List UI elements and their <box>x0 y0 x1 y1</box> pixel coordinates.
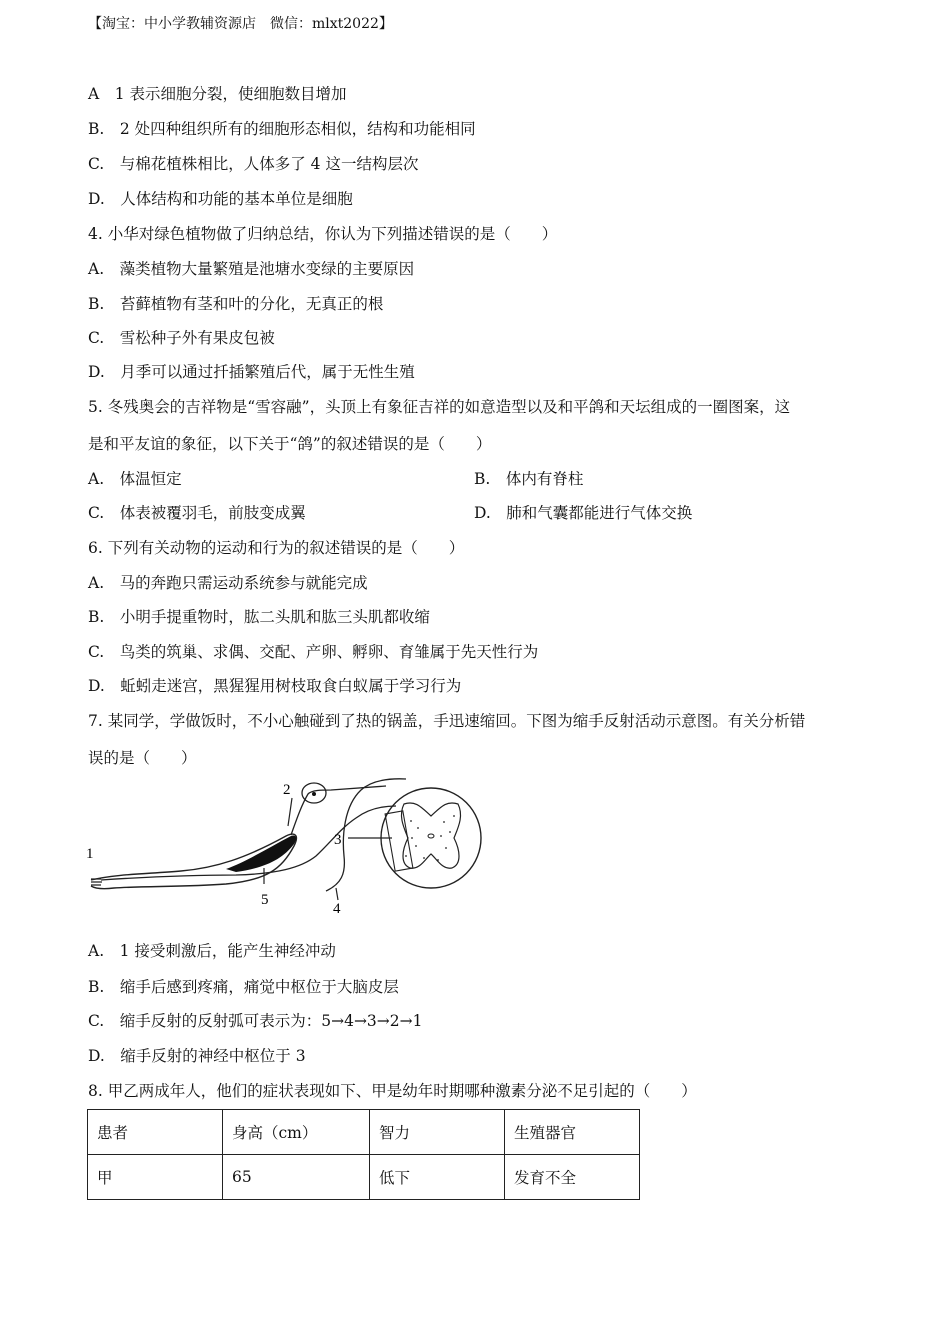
table-header-row <box>88 1110 640 1155</box>
label-2-leader <box>288 798 292 826</box>
table-cell: 低下 <box>370 1155 505 1200</box>
interneuron-box <box>385 811 413 871</box>
label-1: 1 <box>86 846 94 862</box>
q5-option-c: C. 体表被覆羽毛，前肢变成翼 <box>88 504 306 522</box>
q3-option-c: C. 与棉花植株相比，人体多了 4 这一结构层次 <box>88 155 419 173</box>
q5-option-b: B. 体内有脊柱 <box>474 470 584 488</box>
q5-option-a: A. 体温恒定 <box>88 470 182 488</box>
reflex-arc-diagram <box>86 776 486 916</box>
q3-option-a: A 1 表示细胞分裂，使细胞数目增加 <box>88 85 347 103</box>
q6-option-b: B. 小明手提重物时，肱二头肌和肱三头肌都收缩 <box>88 608 430 626</box>
q7-option-a: A. 1 接受刺激后，能产生神经冲动 <box>88 942 336 960</box>
symptom-table <box>87 1109 640 1200</box>
q4-option-d: D. 月季可以通过扦插繁殖后代，属于无性生殖 <box>88 363 415 381</box>
q6-option-d: D. 蚯蚓走迷宫，黑猩猩用树枝取食白蚁属于学习行为 <box>88 677 462 695</box>
table-cell: 65 <box>223 1155 370 1200</box>
q5-stem-line2: 是和平友谊的象征，以下关于“鸽”的叙述错误的是（ ） <box>88 435 492 453</box>
q7-option-d: D. 缩手反射的神经中枢位于 3 <box>88 1047 306 1065</box>
q4-option-b: B. 苔藓植物有茎和叶的分化，无真正的根 <box>88 295 384 313</box>
q7-option-b: B. 缩手后感到疼痛，痛觉中枢位于大脑皮层 <box>88 978 399 996</box>
q3-option-b: B. 2 处四种组织所有的细胞形态相似，结构和功能相同 <box>88 120 476 138</box>
q8-stem: 8. 甲乙两成年人，他们的症状表现如下、甲是幼年时期哪种激素分泌不足引起的（ ） <box>88 1082 697 1100</box>
table-header-cell: 患者 <box>88 1110 223 1155</box>
q7-option-c: C. 缩手反射的反射弧可表示为：5→4→3→2→1 <box>88 1012 423 1030</box>
page-header: 【淘宝：中小学教辅资源店 微信：mlxt2022】 <box>88 16 393 32</box>
biceps-muscle <box>226 835 296 872</box>
table-header-cell: 身高（cm） <box>223 1110 370 1155</box>
label-5: 5 <box>261 892 269 908</box>
table-header-cell: 智力 <box>370 1110 505 1155</box>
q6-stem: 6. 下列有关动物的运动和行为的叙述错误的是（ ） <box>88 539 465 557</box>
ganglion-cell <box>312 792 316 796</box>
q7-stem-line2: 误的是（ ） <box>88 749 197 767</box>
table-header-cell: 生殖器官 <box>505 1110 640 1155</box>
efferent-nerve <box>291 786 386 835</box>
q5-stem-line1: 5. 冬残奥会的吉祥物是“雪容融”，头顶上有象征吉祥的如意造型以及和平鸽和天坛组成的一圈图案，这 <box>88 398 791 416</box>
q6-option-a: A. 马的奔跑只需运动系统参与就能完成 <box>88 574 368 592</box>
label-4: 4 <box>333 901 341 916</box>
q4-option-c: C. 雪松种子外有果皮包被 <box>88 329 275 347</box>
q6-option-c: C. 鸟类的筑巢、求偶、交配、产卵、孵卵、育雏属于先天性行为 <box>88 643 539 661</box>
table-row <box>88 1155 640 1200</box>
table-cell: 甲 <box>88 1155 223 1200</box>
gray-matter <box>401 803 460 868</box>
label-4-leader <box>336 888 338 900</box>
q5-option-d: D. 肺和气囊都能进行气体交换 <box>474 504 693 522</box>
q7-stem-line1: 7. 某同学，学做饭时，不小心触碰到了热的锅盖，手迅速缩回。下图为缩手反射活动示意图。有关分析错 <box>88 712 806 730</box>
label-3: 3 <box>334 832 342 848</box>
table-cell: 发育不全 <box>505 1155 640 1200</box>
q3-option-d: D. 人体结构和功能的基本单位是细胞 <box>88 190 353 208</box>
q4-option-a: A. 藻类植物大量繁殖是池塘水变绿的主要原因 <box>88 260 415 278</box>
label-2: 2 <box>283 782 291 798</box>
q4-stem: 4. 小华对绿色植物做了归纳总结，你认为下列描述错误的是（ ） <box>88 225 558 243</box>
central-canal <box>428 834 434 838</box>
